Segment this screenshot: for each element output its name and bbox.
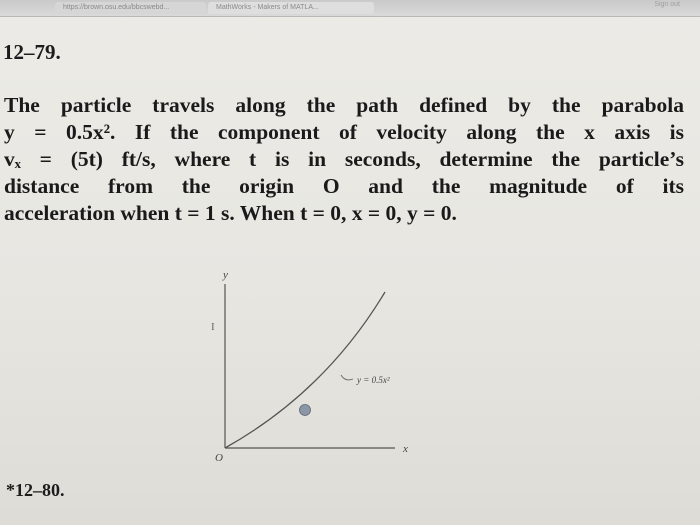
browser-tab-url[interactable]: https://brown.osu.edu/bbcswebd... bbox=[55, 2, 206, 14]
particle-point bbox=[300, 405, 311, 416]
text-cursor-icon: I bbox=[211, 321, 215, 333]
sign-out-link[interactable]: Sign out bbox=[654, 1, 680, 8]
browser-tab-strip bbox=[0, 0, 700, 17]
problem-line-5: acceleration when t = 1 s. When t = 0, x = 0, y = 0. bbox=[4, 201, 457, 225]
curve-label: y = 0.5x² bbox=[357, 375, 390, 385]
x-axis-label: x bbox=[403, 443, 408, 455]
problem-number: 12–79. bbox=[3, 40, 61, 64]
problem-line-1: The particle travels along the path defined by the parabola bbox=[4, 93, 684, 117]
problem-line-2: y = 0.5x². If the component of velocity along the x axis is bbox=[4, 120, 684, 144]
problem-line-3: vₓ = (5t) ft/s, where t is in seconds, determine the particle’s bbox=[4, 147, 684, 171]
problem-line-4: distance from the origin O and the magnitude of its bbox=[4, 174, 684, 198]
curve-label-leader bbox=[341, 375, 353, 380]
origin-label: O bbox=[215, 452, 223, 464]
browser-tab-mathworks[interactable]: MathWorks - Makers of MATLA... bbox=[208, 2, 374, 14]
problem-statement bbox=[4, 92, 684, 227]
parabola-figure bbox=[195, 262, 425, 472]
next-problem-number: *12–80. bbox=[6, 480, 65, 500]
parabola-curve bbox=[225, 292, 385, 448]
y-axis-label: y bbox=[223, 269, 228, 281]
